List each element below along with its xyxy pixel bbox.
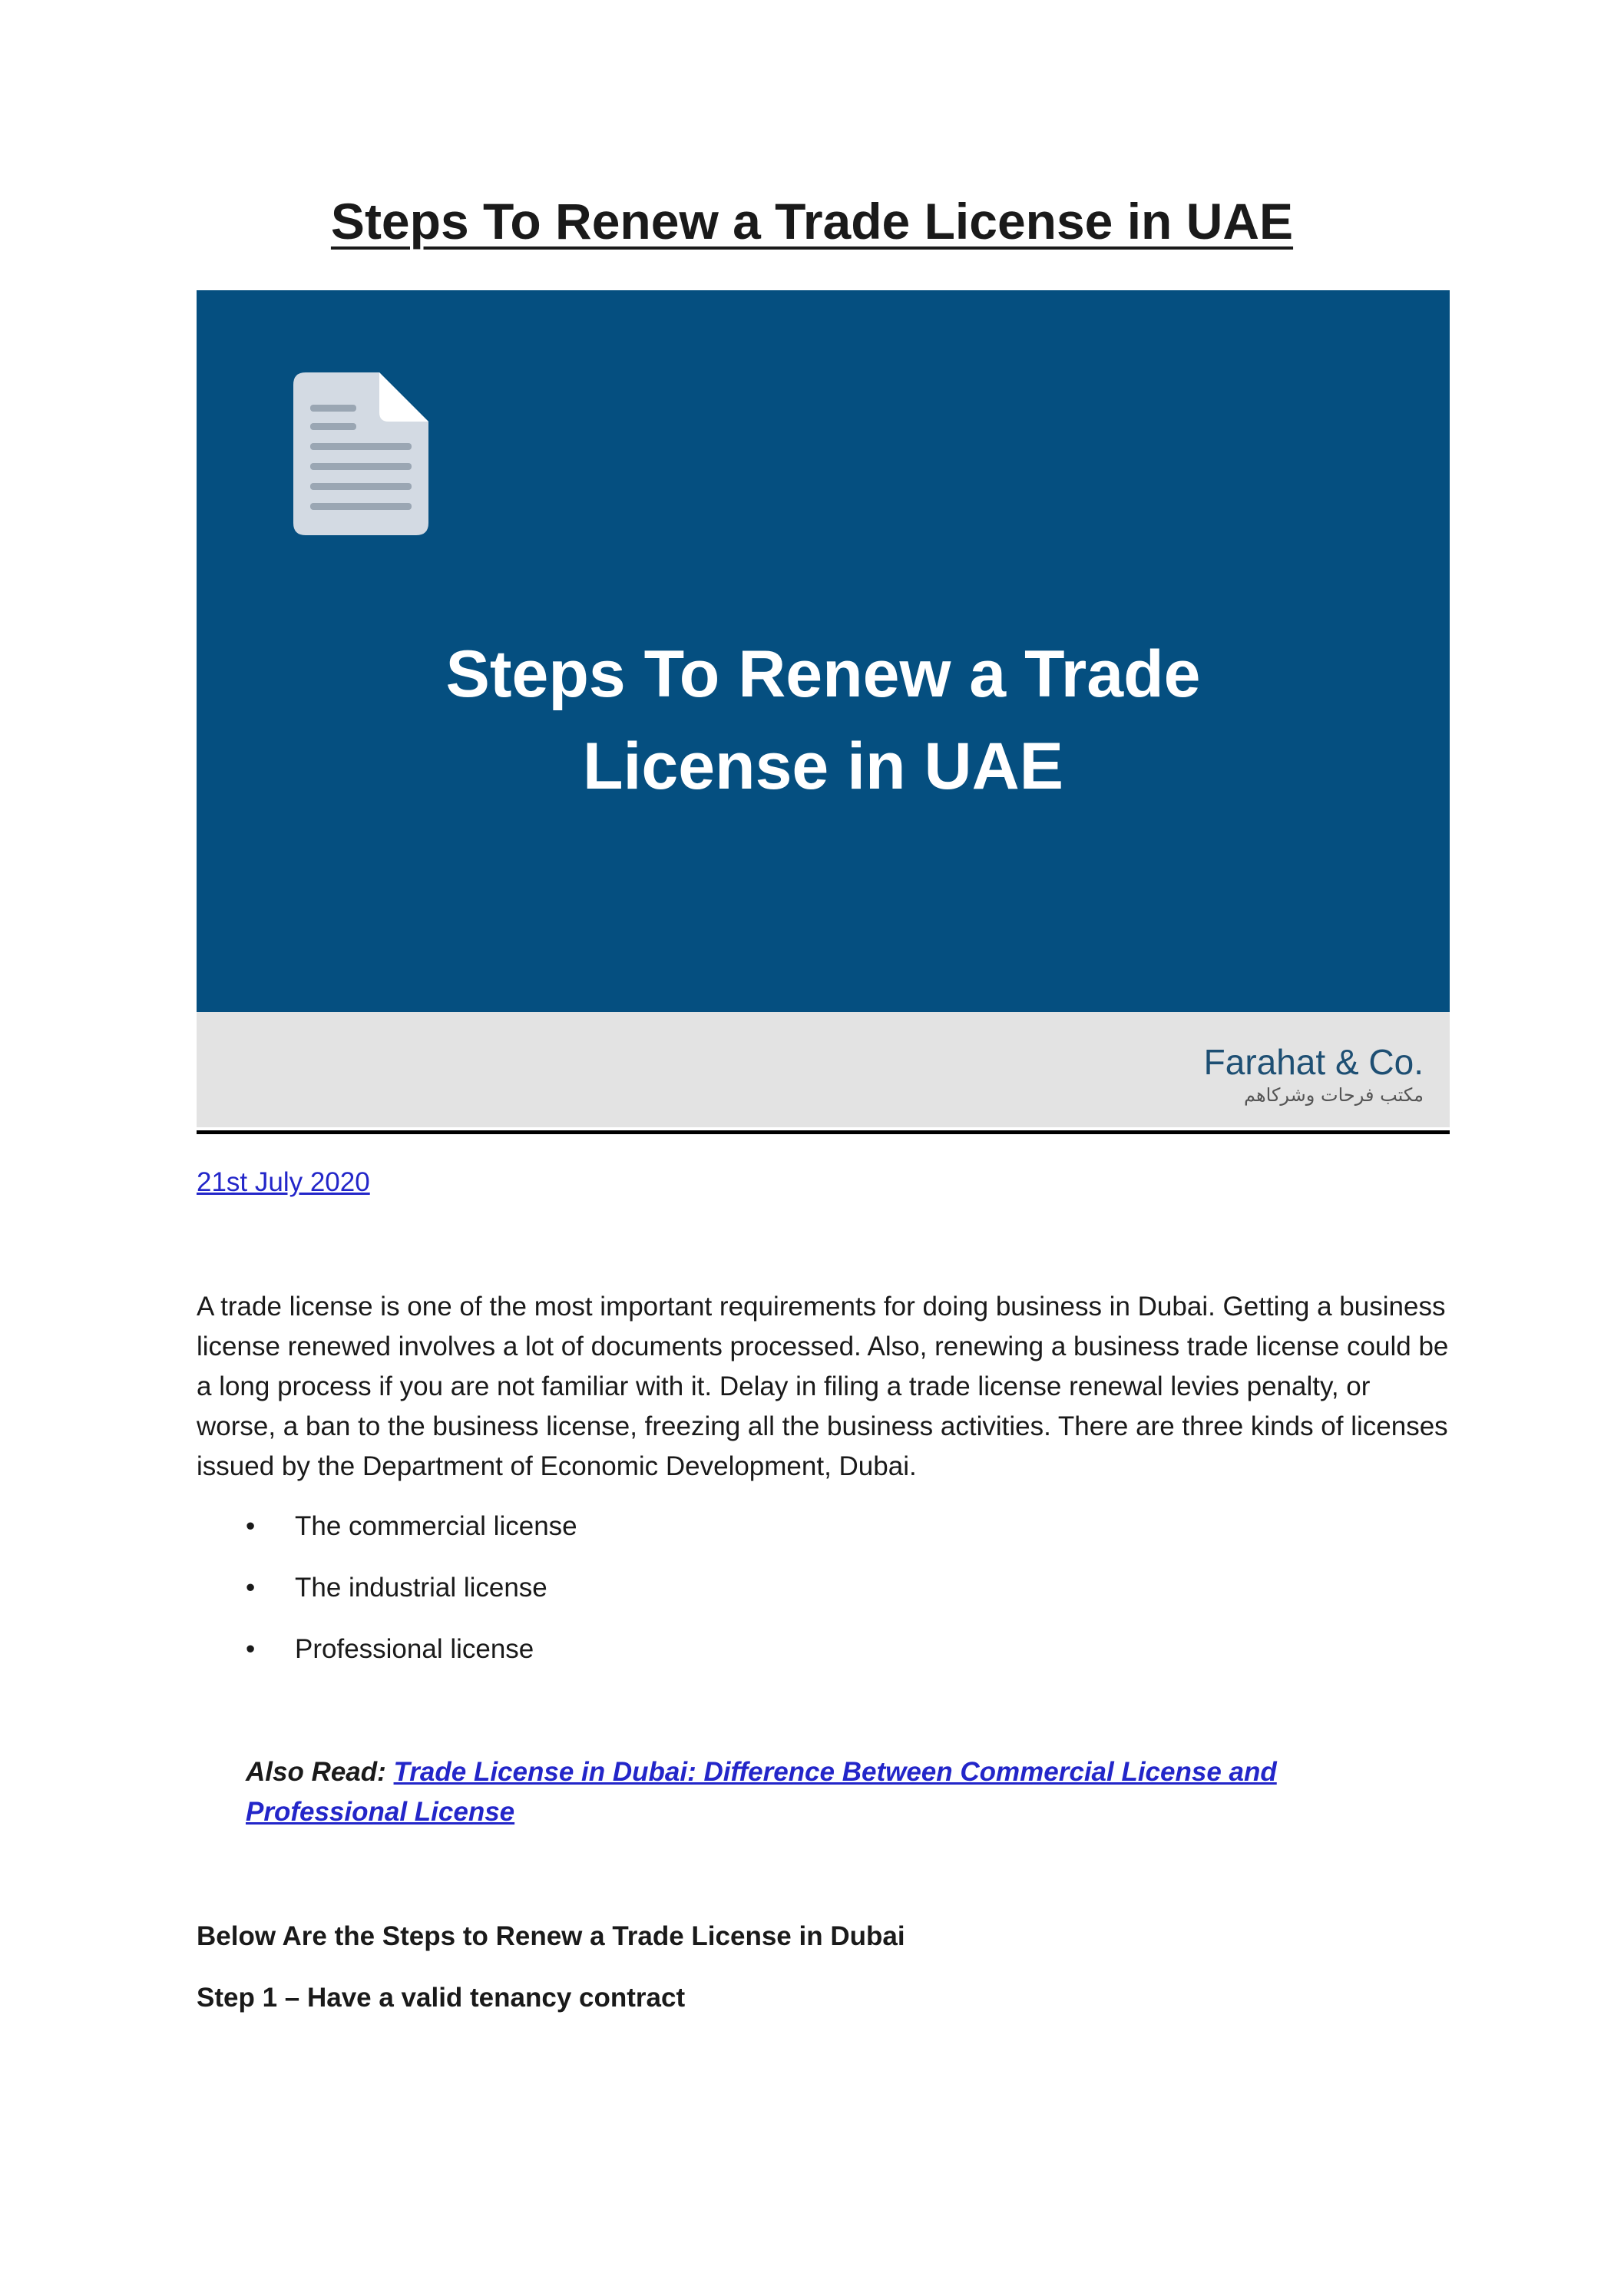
also-read xyxy=(246,1752,1444,1832)
hero-brand-band xyxy=(197,1012,1450,1127)
page-title: Steps To Renew a Trade License in UAE xyxy=(330,193,1294,250)
brand-logo xyxy=(1204,1041,1424,1107)
hero-title xyxy=(197,628,1450,812)
intro-paragraph: A trade license is one of the most important requirements for doing business in Dubai. Getting a business license renewed involves a lot of documents processed. Also, renewing a business trade license could be a long process if you are not familiar with it. Delay in filing a trade license renewal levies penalty, or worse, a ban to the business license, freezing all the business activities. There are three kinds of licenses issued by the Department of Economic Development, Dubai. xyxy=(197,1292,1449,1481)
also-read-link[interactable]: Trade License in Dubai: Difference Between Commercial License and Professional License xyxy=(246,1757,1277,1827)
list-item: • The industrial license xyxy=(197,1568,577,1629)
hero-title-line-1: Steps To Renew a Trade xyxy=(445,637,1201,711)
date-link[interactable]: 21st July 2020 xyxy=(197,1167,370,1197)
steps-heading: Below Are the Steps to Renew a Trade License in Dubai xyxy=(197,1921,905,1951)
divider xyxy=(197,1130,1450,1134)
list-item: • The commercial license xyxy=(197,1507,577,1568)
brand-arabic-name: مكتب فرحات وشركاهم xyxy=(1244,1084,1424,1106)
license-types-list xyxy=(197,1507,577,1691)
document-icon xyxy=(293,372,428,535)
step-1-heading: Step 1 – Have a valid tenancy contract xyxy=(197,1983,686,2013)
hero-banner-image xyxy=(197,290,1450,1127)
hero-title-line-2: License in UAE xyxy=(582,729,1064,803)
list-item: • Professional license xyxy=(197,1629,577,1691)
also-read-label: Also Read: xyxy=(246,1757,386,1787)
brand-name: Farahat & Co. xyxy=(1203,1042,1424,1082)
